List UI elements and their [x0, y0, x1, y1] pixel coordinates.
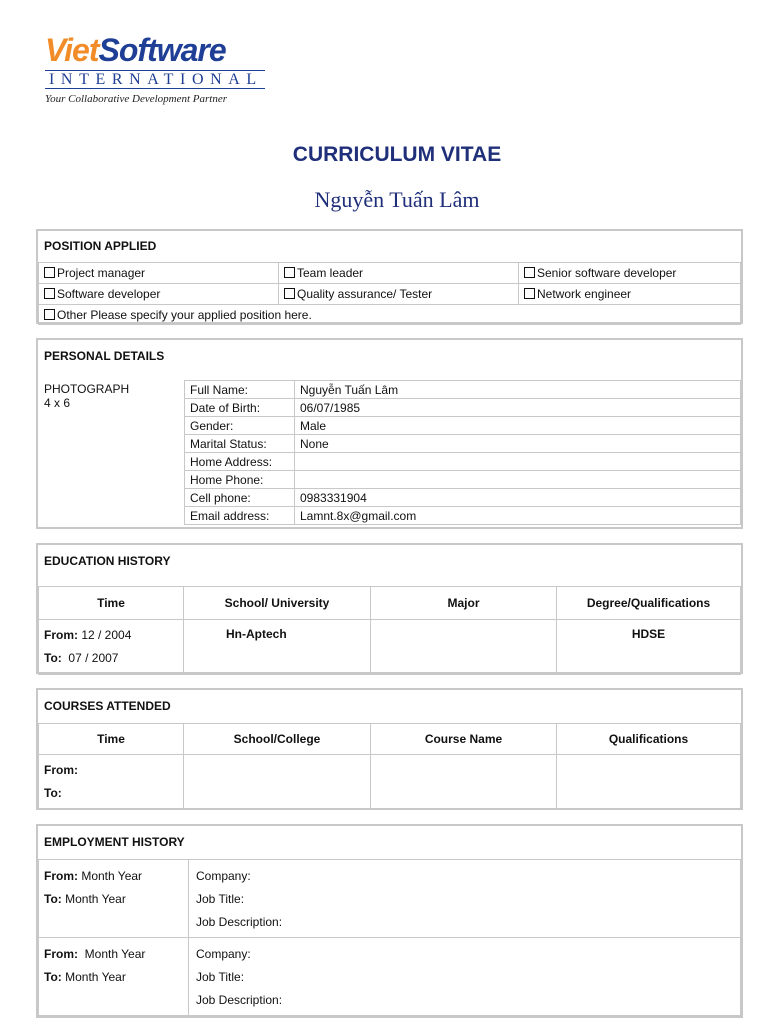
- degree-cell: HDSE: [557, 620, 741, 675]
- position-options-table: [38, 262, 741, 325]
- option-network-engineer[interactable]: [519, 284, 741, 305]
- column-header: Degree/Qualifications: [557, 587, 741, 620]
- course-name-cell: [371, 755, 557, 810]
- from-label: From:: [44, 869, 78, 883]
- section-heading: PERSONAL DETAILS: [44, 349, 165, 363]
- table-row: [39, 620, 741, 675]
- time-cell: [39, 938, 189, 1016]
- field-label: Email address:: [185, 507, 295, 525]
- photo-placeholder: [44, 382, 129, 410]
- column-header: Time: [39, 587, 184, 620]
- job-title-label: Job Title:: [196, 892, 245, 906]
- section-heading: EDUCATION HISTORY: [44, 554, 171, 568]
- checkbox-icon[interactable]: [524, 267, 535, 278]
- school-cell: [184, 755, 371, 810]
- field-value[interactable]: 0983331904: [295, 489, 741, 507]
- checkbox-icon[interactable]: [44, 288, 55, 299]
- field-label: Full Name:: [185, 381, 295, 399]
- job-description-label: Job Description:: [196, 915, 283, 929]
- from-label: From:: [44, 763, 78, 777]
- personal-detail-row: [185, 453, 741, 471]
- company-label: Company:: [196, 869, 251, 883]
- option-software-developer[interactable]: [39, 284, 279, 305]
- to-value: Month Year: [61, 892, 126, 906]
- section-heading: POSITION APPLIED: [44, 239, 157, 253]
- time-cell: [39, 620, 184, 675]
- column-header: School/ University: [184, 587, 371, 620]
- from-value: 12 / 2004: [78, 628, 132, 642]
- table-row: [39, 755, 741, 810]
- from-value: Month Year: [78, 947, 146, 961]
- logo-brand-viet: Viet: [45, 32, 99, 68]
- checkbox-icon[interactable]: [44, 267, 55, 278]
- employment-history-section: [36, 824, 743, 1018]
- from-value: Month Year: [78, 869, 143, 883]
- personal-detail-row: [185, 417, 741, 435]
- column-header: Time: [39, 724, 184, 755]
- candidate-name: Nguyễn Tuấn Lâm: [314, 187, 480, 212]
- to-label: To:: [44, 651, 62, 665]
- education-history-section: [36, 543, 743, 674]
- personal-detail-row: [185, 435, 741, 453]
- field-label: Date of Birth:: [185, 399, 295, 417]
- logo-subtitle: INTERNATIONAL: [45, 70, 265, 89]
- logo-brand-software: Software: [98, 32, 226, 68]
- to-label: To:: [44, 786, 62, 800]
- personal-details-table: [184, 380, 741, 525]
- option-senior-developer[interactable]: [519, 263, 741, 284]
- field-value[interactable]: None: [295, 435, 741, 453]
- option-label: Quality assurance/ Tester: [297, 287, 433, 301]
- major-cell: [371, 620, 557, 675]
- column-header: Qualifications: [557, 724, 741, 755]
- option-project-manager[interactable]: [39, 263, 279, 284]
- employment-table: [38, 859, 741, 1016]
- education-table: [38, 586, 741, 675]
- school-cell: Hn-Aptech: [184, 620, 371, 675]
- to-label: To:: [44, 892, 62, 906]
- column-header: School/College: [184, 724, 371, 755]
- job-details-cell: [189, 938, 741, 1016]
- from-label: From:: [44, 947, 78, 961]
- time-cell: [39, 860, 189, 938]
- photo-size: 4 x 6: [44, 396, 71, 410]
- checkbox-icon[interactable]: [44, 309, 55, 320]
- option-label: Software developer: [57, 287, 161, 301]
- option-qa-tester[interactable]: [279, 284, 519, 305]
- field-value[interactable]: Lamnt.8x@gmail.com: [295, 507, 741, 525]
- company-label: Company:: [196, 947, 251, 961]
- personal-details-section: [36, 338, 743, 529]
- option-label: Network engineer: [537, 287, 632, 301]
- qualifications-cell: [557, 755, 741, 810]
- field-label: Cell phone:: [185, 489, 295, 507]
- personal-detail-row: [185, 507, 741, 525]
- option-label: Project manager: [57, 266, 146, 280]
- option-label: Senior software developer: [537, 266, 677, 280]
- option-label: Other Please specify your applied position here.: [57, 307, 312, 322]
- table-row: [39, 860, 741, 938]
- option-team-leader[interactable]: [279, 263, 519, 284]
- checkbox-icon[interactable]: [284, 288, 295, 299]
- job-details-cell: [189, 860, 741, 938]
- logo-wordmark: [45, 32, 275, 68]
- job-description-label: Job Description:: [196, 993, 283, 1007]
- column-header: Major: [371, 587, 557, 620]
- to-label: To:: [44, 970, 62, 984]
- table-row: [39, 938, 741, 1016]
- checkbox-icon[interactable]: [284, 267, 295, 278]
- field-label: Home Address:: [185, 453, 295, 471]
- logo-tagline: Your Collaborative Development Partner: [45, 93, 227, 105]
- position-applied-section: [36, 229, 743, 324]
- courses-table: [38, 723, 741, 810]
- job-title-label: Job Title:: [196, 970, 245, 984]
- from-label: From:: [44, 628, 78, 642]
- personal-detail-row: [185, 471, 741, 489]
- personal-detail-row: [185, 489, 741, 507]
- time-cell: [39, 755, 184, 810]
- field-value[interactable]: Male: [295, 417, 741, 435]
- field-label: Home Phone:: [185, 471, 295, 489]
- field-label: Gender:: [185, 417, 295, 435]
- company-logo: [45, 32, 275, 105]
- document-title: CURRICULUM VITAE: [292, 143, 502, 166]
- checkbox-icon[interactable]: [524, 288, 535, 299]
- section-heading: EMPLOYMENT HISTORY: [44, 835, 185, 849]
- photo-label: PHOTOGRAPH: [44, 382, 130, 396]
- personal-detail-row: [185, 399, 741, 417]
- option-label: Team leader: [297, 266, 364, 280]
- personal-detail-row: [185, 381, 741, 399]
- field-value[interactable]: 06/07/1985: [295, 399, 741, 417]
- column-header: Course Name: [371, 724, 557, 755]
- to-value: Month Year: [61, 970, 126, 984]
- to-value: 07 / 2007: [61, 651, 119, 665]
- field-value[interactable]: [295, 453, 741, 471]
- option-other[interactable]: [39, 305, 741, 325]
- field-label: Marital Status:: [185, 435, 295, 453]
- courses-attended-section: [36, 688, 743, 810]
- section-heading: COURSES ATTENDED: [44, 699, 171, 713]
- field-value[interactable]: [295, 471, 741, 489]
- field-value[interactable]: Nguyễn Tuấn Lâm: [295, 381, 741, 399]
